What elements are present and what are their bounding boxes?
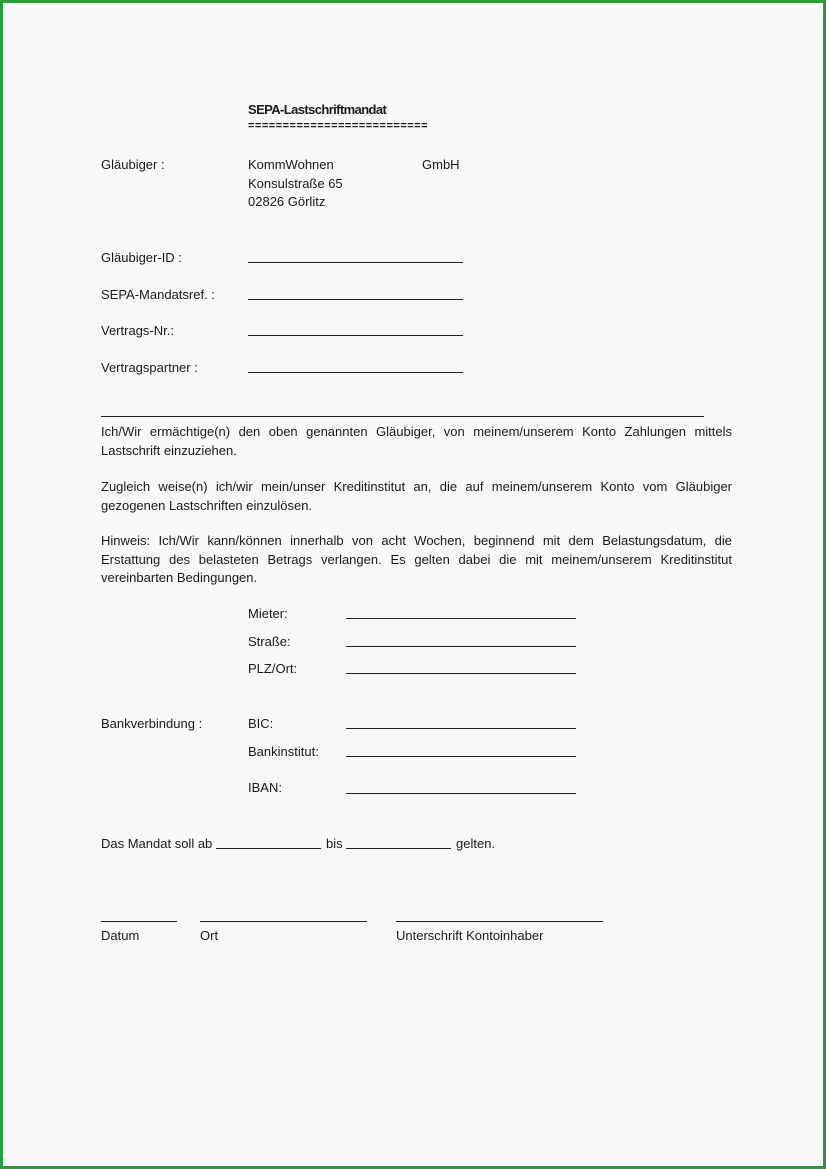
bic-label: BIC: — [248, 716, 274, 731]
date-line[interactable] — [101, 921, 177, 922]
place-line[interactable] — [200, 921, 367, 922]
mandate-ref-line[interactable] — [248, 299, 463, 300]
title-underline: ========================== — [248, 122, 429, 130]
valid-from-line[interactable] — [216, 848, 321, 849]
contract-no-label: Vertrags-Nr.: — [101, 323, 174, 338]
signature-label: Unterschrift Kontoinhaber — [396, 928, 544, 943]
zip-city-line[interactable] — [346, 673, 576, 674]
section-separator — [101, 416, 704, 417]
creditor-city: 02826 Görlitz — [248, 194, 326, 209]
bic-line[interactable] — [346, 728, 576, 729]
bank-label: Bankverbindung : — [101, 716, 203, 731]
creditor-id-label: Gläubiger-ID : — [101, 250, 182, 265]
tenant-street-line[interactable] — [346, 646, 576, 647]
place-label: Ort — [200, 928, 219, 943]
creditor-name: KommWohnen — [248, 157, 334, 172]
bank-institute-line[interactable] — [346, 756, 576, 757]
tenant-street-label: Straße: — [248, 634, 291, 649]
iban-label: IBAN: — [248, 780, 282, 795]
validity-suffix: gelten. — [456, 836, 496, 851]
iban-line[interactable] — [346, 793, 576, 794]
mandate-ref-label: SEPA-Mandatsref. : — [101, 287, 215, 302]
date-label: Datum — [101, 928, 140, 943]
document-title: SEPA-Lastschriftmandat — [248, 102, 387, 117]
contract-partner-line[interactable] — [248, 372, 463, 373]
contract-no-line[interactable] — [248, 335, 463, 336]
creditor-street: Konsulstraße 65 — [248, 176, 343, 191]
validity-prefix: Das Mandat soll ab — [101, 836, 213, 851]
valid-until-line[interactable] — [346, 848, 451, 849]
creditor-legal-form: GmbH — [422, 157, 460, 172]
signature-line[interactable] — [396, 921, 603, 922]
authorization-paragraph: Ich/Wir ermächtige(n) den oben genannten Gläubiger, von meinem/unserem Konto Zahlungen mittels Lastschrift einzuziehen. — [101, 424, 732, 458]
contract-partner-label: Vertragspartner : — [101, 360, 198, 375]
zip-city-label: PLZ/Ort: — [248, 661, 298, 676]
bank-institute-label: Bankinstitut: — [248, 744, 319, 759]
renter-label: Mieter: — [248, 606, 288, 621]
notice-paragraph: Hinweis: Ich/Wir kann/können innerhalb von acht Wochen, beginnend mit dem Belastungsdatum, die Erstattung des belasteten Betrags verlangen. Es gelten dabei die mit meinem/unserem Kreditinstitut vereinbarten Bedingungen. — [101, 533, 732, 585]
validity-middle: bis — [326, 836, 343, 851]
creditor-label: Gläubiger : — [101, 157, 165, 172]
instruction-paragraph: Zugleich weise(n) ich/wir mein/unser Kreditinstitut an, die auf meinem/unserem Konto vom Gläubiger gezogenen Lastschriften einzulösen. — [101, 479, 732, 513]
renter-line[interactable] — [346, 618, 576, 619]
creditor-id-line[interactable] — [248, 262, 463, 263]
